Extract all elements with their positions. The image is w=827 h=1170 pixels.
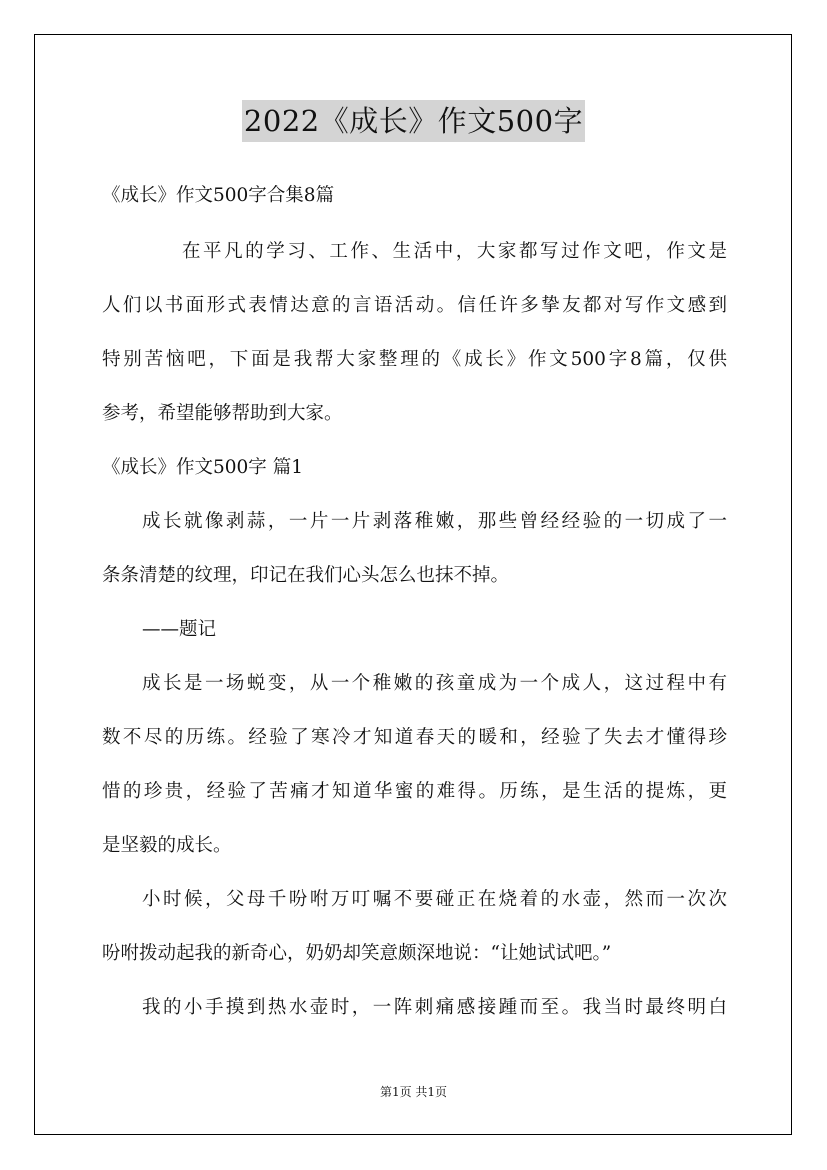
paragraph-3-line-1: 小时候，父母千吩咐万叮嘱不要碰正在烧着的水壶，然而一次次 <box>142 889 727 910</box>
intro-line-3: 特别苦恼吧，下面是我帮大家整理的《成长》作文500字8篇，仅供 <box>102 349 727 370</box>
paragraph-3-line-2: 吩咐拨动起我的新奇心，奶奶却笑意颇深地说：“让她试试吧。” <box>102 943 612 964</box>
document-title: 2022《成长》作文500字 <box>242 100 585 142</box>
paragraph-2-line-4: 是坚毅的成长。 <box>102 835 232 856</box>
paragraph-2-line-3: 惜的珍贵，经验了苦痛才知道华蜜的难得。历练，是生活的提炼，更 <box>102 781 727 802</box>
page-footer: 第1页 共1页 <box>379 1085 448 1099</box>
epigraph: ——题记 <box>142 619 217 640</box>
intro-line-2: 人们以书面形式表情达意的言语活动。信任许多挚友都对写作文感到 <box>102 295 727 316</box>
paragraph-1-line-2: 条条清楚的纹理，印记在我们心头怎么也抹不掉。 <box>102 565 510 586</box>
document-subtitle: 《成长》作文500字合集8篇 <box>102 185 335 206</box>
paragraph-2-line-2: 数不尽的历练。经验了寒冷才知道春天的暖和，经验了失去才懂得珍 <box>102 727 727 748</box>
paragraph-1-line-1: 成长就像剥蒜，一片一片剥落稚嫩，那些曾经经验的一切成了一 <box>142 511 727 532</box>
intro-line-4: 参考，希望能够帮助到大家。 <box>102 403 343 424</box>
intro-line-1: 在平凡的学习、工作、生活中，大家都写过作文吧，作文是 <box>182 241 727 262</box>
paragraph-4-line-1: 我的小手摸到热水壶时，一阵刺痛感接踵而至。我当时最终明白 <box>142 997 727 1018</box>
paragraph-2-line-1: 成长是一场蜕变，从一个稚嫩的孩童成为一个成人，这过程中有 <box>142 673 727 694</box>
section-heading: 《成长》作文500字 篇1 <box>102 457 303 478</box>
